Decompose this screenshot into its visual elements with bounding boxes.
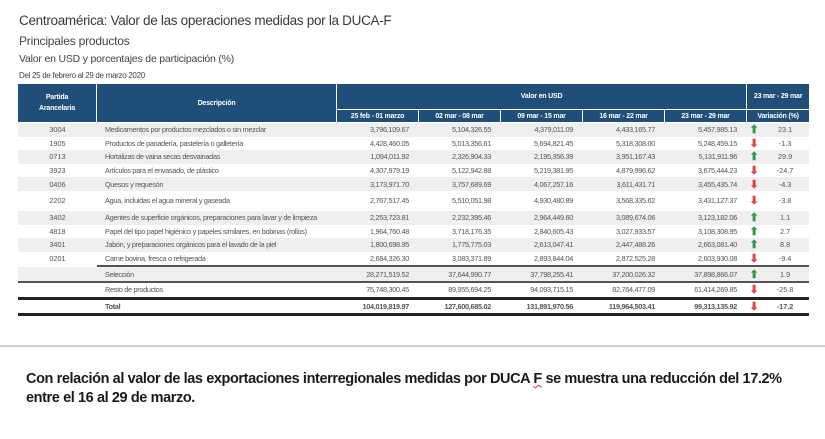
row-w1: 1,094,011.92 (337, 150, 419, 164)
row-w5: 99,313,135.92 (665, 297, 747, 317)
row-desc: Agentes de superficie orgánicos, preparaciones para lavar y de limpieza (97, 211, 337, 225)
row-w3: 5,219,381.95 (533, 166, 573, 176)
row-w1: 3,173,971.70 (337, 177, 419, 191)
header-var-period: 23 mar - 29 mar (747, 84, 809, 110)
row-w5: 3,108,308.95 (698, 226, 738, 236)
arrow-up-icon: ⬆ (749, 268, 759, 281)
arrow-up-icon: ⬆ (749, 239, 759, 252)
row-var: -24.7 (776, 166, 794, 176)
row-code: 3401 (18, 238, 97, 252)
row-var: -1.3 (778, 138, 792, 148)
row-w5: 2,663,081.40 (665, 238, 747, 252)
row-code-empty (18, 281, 97, 297)
row-w5: 3,675,444.23 (698, 166, 738, 176)
row-w4: 3,611,431.71 (583, 177, 665, 191)
note-text-c: se muestra una reducción del 17.2% entre el 16 al 29 de marzo. (26, 371, 782, 406)
row-code: 0406 (18, 177, 97, 191)
header-variacion: Variación (%) (747, 110, 809, 123)
row-desc: Productos de panadería, pastelería o galletería (105, 138, 244, 148)
row-w3: 4,930,480.89 (533, 196, 573, 206)
header-week-2: 02 mar - 08 mar (419, 110, 501, 123)
row-w1: 1,964,760.48 (369, 226, 409, 236)
table-row (18, 164, 809, 178)
total-row (18, 297, 809, 317)
table-row (18, 123, 809, 137)
header-week-3: 09 mar - 15 mar (501, 110, 583, 123)
report-period: Del 25 de febrero al 29 de marzo 2020 (19, 71, 145, 80)
row-desc: Medicamentos por productos mezclados o sin mezclar (97, 123, 337, 137)
row-w1: 104,019,819.97 (337, 297, 419, 317)
row-w1: 28,271,519.52 (337, 265, 419, 281)
table-row (18, 177, 809, 191)
header-week-5: 23 mar - 29 mar (665, 110, 747, 123)
row-desc: Total (97, 297, 337, 317)
header-week-4: 16 mar - 22 mar (583, 110, 665, 123)
table-row (18, 150, 809, 164)
row-var: 23.1 (761, 123, 809, 137)
row-w1: 2,684,326.30 (369, 254, 409, 264)
row-w5: 3,431,127.37 (698, 196, 738, 206)
row-w4: 3,951,167.43 (583, 150, 665, 164)
duca-table (18, 84, 809, 316)
arrow-down-icon: ⬇ (749, 178, 759, 191)
row-desc: Jabón, y preparaciones orgánicos para el lavado de la piel (97, 238, 337, 252)
row-w2: 5,104,326.55 (419, 123, 501, 137)
report-title: Centroamérica: Valor de las operaciones medidas por la DUCA-F (19, 13, 392, 28)
arrow-down-icon: ⬇ (749, 284, 759, 297)
row-desc: Resto de productos (97, 281, 337, 297)
row-w2: 89,955,694.25 (419, 281, 501, 297)
table-row (18, 211, 809, 225)
row-w2: 3,757,689.69 (419, 177, 501, 191)
row-code: 3004 (18, 123, 97, 137)
row-var: -17.2 (761, 297, 809, 317)
row-desc: Selección (97, 265, 337, 281)
row-var: -3.8 (778, 196, 792, 206)
row-var: 8.8 (761, 238, 809, 252)
row-w3: 2,964,449.60 (501, 211, 583, 225)
row-w3: 5,694,821.45 (533, 138, 573, 148)
header-descripcion: Descripción (97, 84, 337, 123)
row-desc: Agua, incluidas el agua mineral y gaseada (105, 196, 230, 206)
row-w2: 127,600,685.02 (419, 297, 501, 317)
row-w3: 94,093,715.15 (501, 281, 583, 297)
row-w1: 3,796,109.67 (337, 123, 419, 137)
row-w1: 2,253,723.81 (337, 211, 419, 225)
arrow-up-icon: ⬆ (749, 124, 759, 137)
row-w4: 3,568,335.62 (615, 196, 655, 206)
row-w5: 3,123,182.06 (665, 211, 747, 225)
seleccion-row (18, 265, 809, 281)
row-code: 0201 (49, 254, 66, 264)
row-code: 3402 (18, 211, 97, 225)
row-w4: 119,964,503.41 (583, 297, 665, 317)
row-desc: Artículos para el envasado, de plástico (105, 166, 219, 176)
report-subtitle: Principales productos (19, 34, 130, 48)
row-w2: 3,083,371.89 (451, 254, 491, 264)
row-w4: 2,447,488.26 (583, 238, 665, 252)
row-w5: 5,248,459.15 (698, 138, 738, 148)
row-w2: 2,326,904.33 (419, 150, 501, 164)
row-w4: 5,318,308.00 (615, 138, 655, 148)
row-code: 1905 (49, 138, 66, 148)
row-w2: 1,775,775.03 (419, 238, 501, 252)
row-code: 4818 (49, 226, 66, 236)
note-text-spellcheck: F (533, 371, 542, 387)
row-code-empty (18, 297, 97, 317)
row-w5: 5,457,985.13 (665, 123, 747, 137)
row-w4: 2,872,525.28 (615, 254, 655, 264)
table-row (18, 225, 809, 239)
row-w5: 2,603,930.08 (698, 254, 738, 264)
arrow-down-icon: ⬇ (749, 137, 759, 150)
row-w4: 4,433,165.77 (583, 123, 665, 137)
row-w4: 37,200,026.32 (583, 265, 665, 281)
row-desc: Hortalizas de vaina secas desvainadas (97, 150, 337, 164)
row-w1: 4,307,979.19 (369, 166, 409, 176)
arrow-up-icon: ⬆ (749, 225, 759, 238)
row-w2: 5,122,942.88 (451, 166, 491, 176)
row-var: -9.4 (778, 254, 792, 264)
row-w2: 2,232,395.46 (419, 211, 501, 225)
row-w2: 37,644,990.77 (419, 265, 501, 281)
arrow-up-icon: ⬆ (749, 212, 759, 225)
row-code: 0713 (18, 150, 97, 164)
row-var: 29.9 (761, 150, 809, 164)
row-w2: 5,510,051.98 (451, 196, 491, 206)
row-w4: 3,089,674.06 (583, 211, 665, 225)
table-row (18, 191, 809, 211)
row-code: 2202 (49, 196, 66, 206)
arrow-down-icon: ⬇ (749, 300, 759, 313)
row-var: 1.9 (761, 265, 809, 281)
row-w4: 4,879,996.62 (615, 166, 655, 176)
row-w3: 4,067,257.16 (501, 177, 583, 191)
note-text-a: Con relación al valor de las exportaciones interregionales medidas por DUCA (26, 371, 534, 387)
row-w4: 3,027,933.57 (615, 226, 655, 236)
table-row (18, 238, 809, 252)
report-units: Valor en USD y porcentajes de participación (%) (19, 53, 235, 65)
row-var: 1.1 (761, 211, 809, 225)
row-w1: 75,748,300.45 (337, 281, 419, 297)
row-w1: 4,428,460.05 (369, 138, 409, 148)
row-w3: 2,893,844.04 (533, 254, 573, 264)
row-var: 2.7 (779, 226, 791, 236)
row-w3: 37,798,255.41 (501, 265, 583, 281)
row-code: 3923 (49, 166, 66, 176)
row-w5: 3,455,435.74 (665, 177, 747, 191)
row-w2: 3,718,176.35 (451, 226, 491, 236)
row-w5: 5,131,911.96 (665, 150, 747, 164)
row-w1: 2,767,517.45 (369, 196, 409, 206)
row-var: -25.8 (761, 281, 809, 297)
arrow-down-icon: ⬇ (749, 253, 759, 266)
summary-note (26, 370, 786, 408)
row-desc: Quesos y requesón (97, 177, 337, 191)
row-w1: 1,800,698.95 (337, 238, 419, 252)
arrow-up-icon: ⬆ (749, 151, 759, 164)
table-row (18, 252, 809, 266)
row-w3: 131,891,970.56 (501, 297, 583, 317)
row-w4: 82,764,477.09 (583, 281, 665, 297)
row-var: -4.3 (761, 177, 809, 191)
row-desc: Carne bovina, fresca o refrigerada (105, 254, 206, 264)
row-w3: 2,613,047.41 (501, 238, 583, 252)
arrow-down-icon: ⬇ (749, 165, 759, 178)
header-valor-usd: Valor en USD (337, 84, 747, 110)
arrow-down-icon: ⬇ (749, 195, 759, 208)
row-w3: 2,840,605.43 (533, 226, 573, 236)
row-w2: 5,013,356.61 (451, 138, 491, 148)
row-desc: Papel del tipo papel higiénico y papeles similares, en bobinas (rollos) (105, 226, 307, 236)
header-week-1: 25 feb - 01 marzo (337, 110, 419, 123)
resto-row (18, 281, 809, 297)
row-code-empty (18, 265, 97, 281)
row-w3: 4,379,011.09 (501, 123, 583, 137)
row-w3: 2,195,356.39 (501, 150, 583, 164)
header-partida: Partida Arancelaria (18, 84, 97, 123)
row-w5: 37,898,866.07 (665, 265, 747, 281)
table-row (18, 137, 809, 151)
row-w5: 61,414,269.85 (665, 281, 747, 297)
